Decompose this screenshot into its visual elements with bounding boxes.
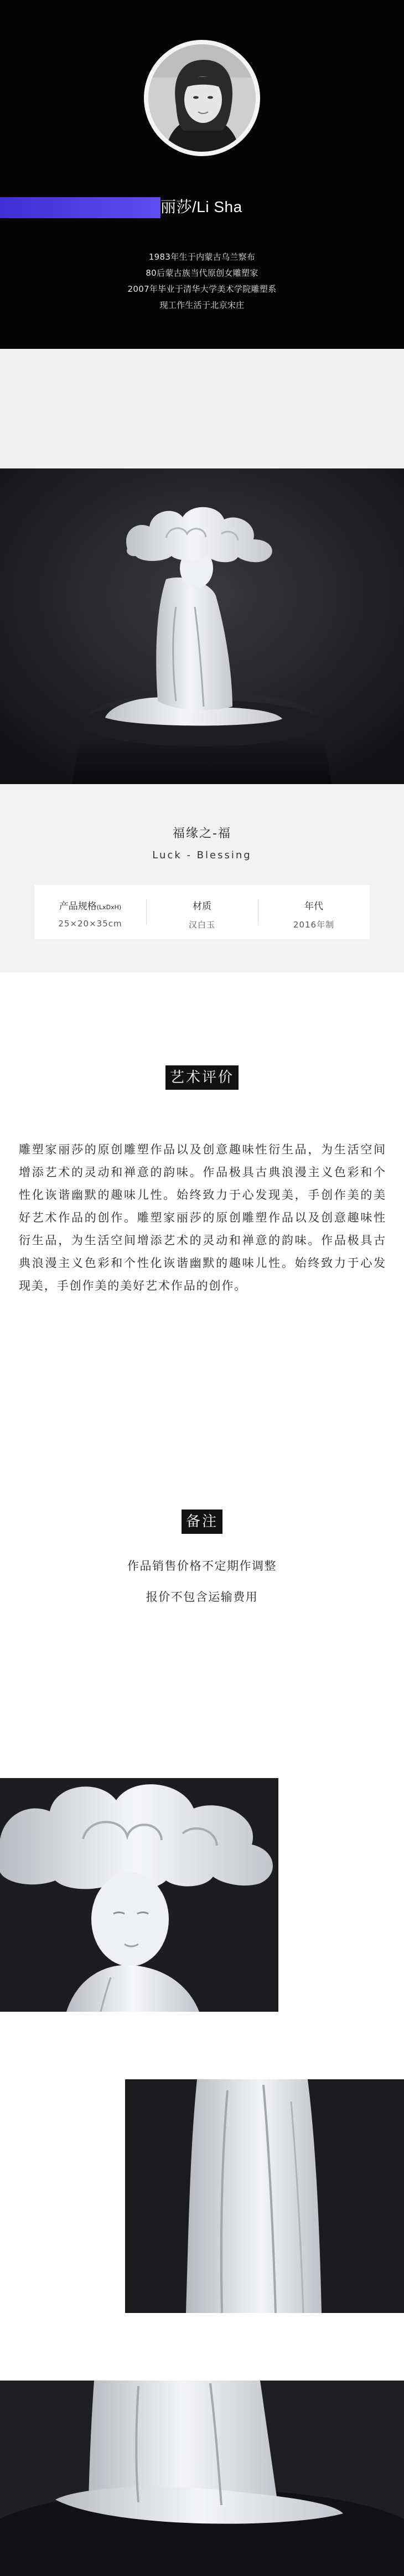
artist-portrait-image xyxy=(148,44,256,152)
detail-photo-base xyxy=(0,2381,404,2576)
artist-header xyxy=(0,0,404,349)
review-heading: 艺术评价 xyxy=(165,1065,239,1090)
spec-value: 2016年制 xyxy=(293,920,335,930)
detail-photo-robe xyxy=(125,2079,404,2313)
sculpture-base-image xyxy=(0,2381,404,2576)
note-line: 作品销售价格不定期作调整 xyxy=(127,1559,277,1573)
artwork-info xyxy=(0,784,404,972)
spec-label xyxy=(34,898,146,912)
sculpture-head-image xyxy=(0,1778,278,2012)
artist-avatar xyxy=(148,44,256,152)
spec-unit: (LxDxH) xyxy=(96,904,122,911)
review-text: 雕塑家丽莎的原创雕塑作品以及创意趣味性衍生品，为生活空间增添艺术的灵动和禅意的韵味。作品极具古典浪漫主义色彩和个性化诙谐幽默的趣味儿性。始终致力于心发现美，手创作美的美好艺术作品的创作。雕塑家丽莎的原创雕塑作品以及创意趣味性衍生品，为生活空间增添艺术的灵动和禅意的韵味。作品极具古典浪漫主义色彩和个性化诙谐幽默的趣味儿性。始终致力于心发现美，手创作美的美好艺术作品的创作。 xyxy=(19,1143,386,1292)
notes-section xyxy=(0,1509,404,1778)
artist-name: 丽莎/Li Sha xyxy=(160,198,242,215)
section-spacer xyxy=(0,349,404,468)
artwork-title-en: Luck - Blessing xyxy=(152,849,252,861)
bio-line: 1983年生于内蒙古乌兰察布 xyxy=(148,252,256,262)
artwork-main-photo xyxy=(0,468,404,784)
art-review-section xyxy=(0,972,404,1509)
spec-year xyxy=(258,885,370,939)
spec-value: 25×20×35cm xyxy=(58,919,122,929)
detail-gallery xyxy=(0,1778,404,2576)
bio-line: 现工作生活于北京宋庄 xyxy=(159,300,245,310)
spec-card xyxy=(34,885,370,939)
note-line: 报价不包含运输费用 xyxy=(146,1590,258,1604)
name-accent-bar xyxy=(0,197,160,218)
detail-photo-head xyxy=(0,1778,278,2012)
spec-label: 材质 xyxy=(193,901,211,912)
spec-label: 年代 xyxy=(304,901,323,912)
spec-value: 汉白玉 xyxy=(188,920,215,930)
bio-line: 80后蒙古族当代原创女雕塑家 xyxy=(146,268,258,278)
artwork-title-cn: 福缘之-福 xyxy=(173,827,231,841)
artist-bio xyxy=(0,249,404,313)
bio-line: 2007年毕业于清华大学美术学院雕塑系 xyxy=(127,284,277,294)
sculpture-robe-image xyxy=(125,2079,404,2313)
spec-label-text: 产品规格 xyxy=(59,901,97,912)
notes-heading: 备注 xyxy=(182,1509,222,1534)
sculpture-image xyxy=(0,468,404,784)
spec-material xyxy=(146,885,258,939)
spec-dimensions xyxy=(34,885,146,939)
